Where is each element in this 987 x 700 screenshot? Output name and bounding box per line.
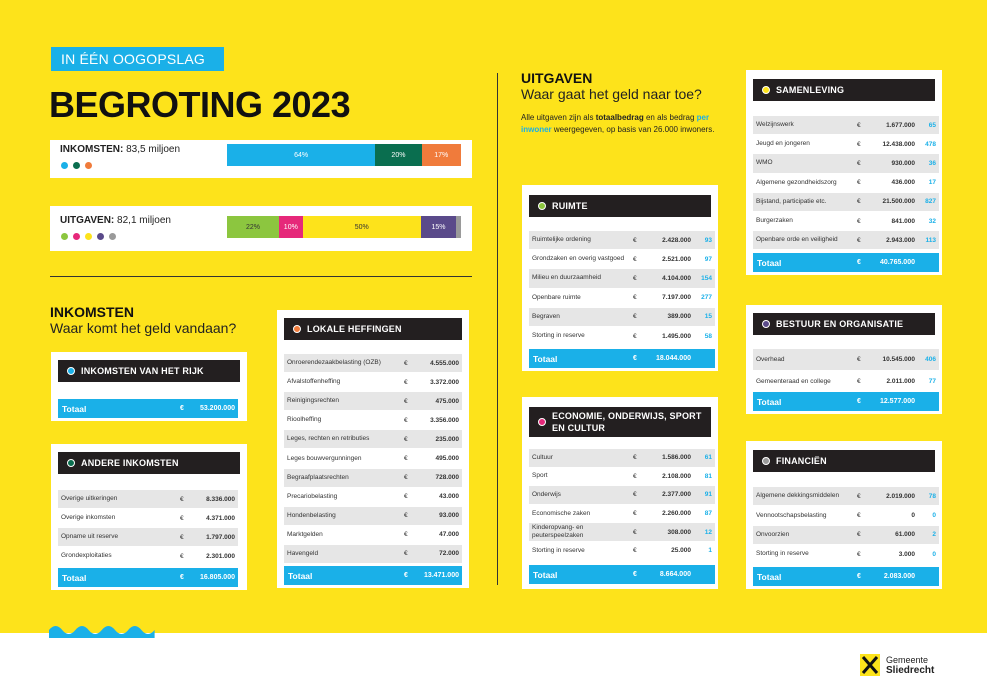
income-summary-label: INKOMSTEN: [60,144,124,155]
row-currency: € [857,236,861,244]
row-currency: € [857,531,861,539]
card-total [753,392,939,411]
card-total [58,568,238,587]
row-amount: 12.438.000 [882,140,915,148]
table-row [753,349,939,371]
row-name: Openbare orde en veiligheid [756,236,838,244]
expense-summary-label: UITGAVEN: [60,215,115,226]
card-total [753,253,939,272]
card-total [529,349,715,368]
card-header [529,407,711,437]
row-name: Marktgelden [287,530,323,538]
row-name: Gemeenteraad en college [756,377,831,385]
row-amount: 7.197.000 [662,294,691,302]
table-row [529,231,715,250]
table-row [58,490,238,509]
row-currency: € [857,550,861,558]
income-section-header [50,304,236,336]
row-amount: 2.428.000 [662,236,691,244]
row-name: Grondexploitaties [61,552,112,559]
card-header [753,450,935,472]
table-row [529,486,715,505]
row-amount: 93.000 [439,512,459,520]
total-label: Totaal [533,353,558,364]
total-label: Totaal [757,257,782,268]
row-per-inhabitant: 91 [704,491,712,499]
row-name: Jeugd en jongeren [756,140,810,148]
row-per-inhabitant: 0 [932,550,936,558]
row-amount: 235.000 [435,435,459,443]
row-amount: 475.000 [435,397,459,405]
row-name: Storting in reserve [532,332,585,340]
card-title: BESTUUR EN ORGANISATIE [776,319,904,329]
row-amount: 2.521.000 [662,255,691,263]
row-per-inhabitant: 61 [704,454,712,462]
card-rows [753,487,939,565]
expense-summary-amount: 82,1 miljoen [117,215,171,226]
table-row [58,547,238,566]
footer-band [0,633,987,700]
table-row [753,487,939,506]
row-amount: 2.260.000 [662,510,691,518]
row-amount: 8.336.000 [206,495,235,503]
row-name: Openbare ruimte [532,293,581,301]
card-rows [529,231,715,346]
row-per-inhabitant: 78 [928,492,936,500]
total-currency: € [857,573,861,580]
row-name: Havengeld [287,549,319,557]
income-subheading: Waar komt het geld vandaan? [50,320,237,336]
row-name: WMO [756,159,773,167]
row-amount: 43.000 [439,493,459,501]
row-currency: € [404,512,408,520]
row-amount: 4.104.000 [662,274,691,282]
total-currency: € [633,355,637,362]
table-row [529,269,715,288]
expense-bar-segment: 50% [303,216,421,238]
expense-bar-segment: 10% [279,216,303,238]
card-total [753,567,939,586]
total-label: Totaal [62,403,87,414]
row-name: Opname uit reserve [61,533,119,540]
table-row [753,526,939,545]
row-currency: € [404,474,408,482]
row-currency: € [180,552,184,560]
legend-dot-icon [97,233,104,240]
row-currency: € [633,510,637,518]
row-amount: 61.000 [895,531,915,539]
row-per-inhabitant: 0 [932,512,936,520]
legend-dot-icon [85,162,92,169]
expense-bar [227,216,461,238]
row-amount: 3.356.000 [430,416,459,424]
row-amount: 728.000 [435,474,459,482]
expense-legend-dots [61,233,116,240]
row-currency: € [404,435,408,443]
total-amount: 8.664.000 [659,571,691,578]
row-currency: € [404,397,408,405]
row-currency: € [404,531,408,539]
table-row [58,528,238,547]
card-header [284,318,462,340]
row-name: Grondzaken en overig vastgoed [532,255,625,263]
card-total [58,399,238,418]
row-name: Welzijnswerk [756,121,794,129]
category-dot-icon [538,418,546,426]
expense-bar-segment: 22% [227,216,279,238]
table-row [753,174,939,193]
total-currency: € [180,405,184,412]
row-currency: € [633,454,637,462]
category-dot-icon [67,459,75,467]
card-total [284,566,462,585]
row-per-inhabitant: 2 [932,531,936,539]
row-amount: 841.000 [891,217,915,225]
expense-bar-segment [456,216,461,238]
row-currency: € [633,491,637,499]
table-row [753,135,939,154]
row-name: Hondenbelasting [287,511,336,519]
total-label: Totaal [757,571,782,582]
row-per-inhabitant: 32 [928,217,936,225]
card-rows [58,490,238,566]
total-currency: € [404,572,408,579]
card-rows [753,349,939,393]
row-currency: € [857,121,861,129]
row-name: Ruimtelijke ordening [532,236,591,244]
card-title: ANDERE INKOMSTEN [81,458,179,468]
row-amount: 0 [911,512,915,520]
expense-section-header [521,70,702,102]
row-per-inhabitant: 36 [928,159,936,167]
card-title: INKOMSTEN VAN HET RIJK [81,366,204,376]
row-currency: € [404,550,408,558]
total-currency: € [857,259,861,266]
table-row [58,509,238,528]
table-row [284,430,462,449]
card-rijk [51,352,247,421]
card-header [58,360,240,382]
income-summary-amount: 83,5 miljoen [126,144,181,155]
row-name: Begraven [532,312,560,320]
row-per-inhabitant: 1 [708,547,712,555]
row-per-inhabitant: 406 [925,356,936,363]
row-per-inhabitant: 93 [704,236,712,244]
total-label: Totaal [757,396,782,407]
card-title: RUIMTE [552,201,588,211]
row-name: Reinigingsrechten [287,397,340,405]
row-per-inhabitant: 113 [925,236,936,244]
row-amount: 25.000 [671,547,691,555]
row-per-inhabitant: 77 [928,378,936,385]
sliedrecht-logo-icon [860,654,880,676]
legend-dot-icon [73,162,80,169]
row-currency: € [180,495,184,503]
row-amount: 3.000 [898,550,915,558]
row-per-inhabitant: 827 [925,198,936,206]
income-heading: INKOMSTEN [50,304,134,320]
row-amount: 72.000 [439,550,459,558]
card-rows [529,449,715,561]
row-currency: € [404,493,408,501]
income-bar-segment: 64% [227,144,375,166]
total-amount: 40.765.000 [879,259,915,266]
card-header [529,195,711,217]
row-name: Leges, rechten en retributies [287,435,370,443]
legend-dot-icon [61,162,68,169]
row-name: Kinderopvang- en peuterspeelzaken [532,524,584,540]
total-amount: 13.471.000 [423,572,459,579]
row-name: Onderwijs [532,490,561,498]
total-label: Totaal [533,569,558,580]
card-samenleving [746,70,942,275]
row-amount: 308.000 [667,528,691,536]
row-amount: 2.108.000 [662,472,691,480]
legend-dot-icon [85,233,92,240]
row-name: Onvoorzien [756,530,790,538]
row-currency: € [404,359,408,367]
table-row [284,526,462,545]
row-currency: € [633,313,637,321]
row-name: Storting in reserve [532,546,585,554]
row-name: Cultuur [532,453,553,461]
row-name: Overige uitkeringen [61,495,118,502]
row-amount: 2.943.000 [886,236,915,244]
card-header [753,313,935,335]
table-row [284,488,462,507]
page-title: BEGROTING 2023 [49,84,351,125]
table-row [284,545,462,564]
table-row [753,545,939,564]
income-summary [50,140,472,178]
income-bar-segment: 17% [422,144,461,166]
row-currency: € [857,356,861,363]
row-amount: 3.372.000 [430,378,459,386]
row-amount: 495.000 [435,455,459,463]
legend-dot-icon [61,233,68,240]
row-name: Sport [532,472,548,480]
card-total [529,565,715,584]
row-amount: 2.377.000 [662,491,691,499]
card-economie [522,397,718,589]
card-title: LOKALE HEFFINGEN [307,324,402,334]
card-header [753,79,935,101]
card-rows [284,354,462,564]
row-amount: 1.495.000 [662,332,691,340]
table-row [284,469,462,488]
row-currency: € [404,416,408,424]
income-legend-dots [61,162,92,169]
row-name: Algemene dekkingsmiddelen [756,492,840,500]
row-currency: € [857,140,861,148]
row-name: Algemene gezondheidszorg [756,178,837,186]
category-dot-icon [762,86,770,94]
row-per-inhabitant: 81 [704,472,712,480]
row-currency: € [633,294,637,302]
row-currency: € [633,332,637,340]
row-name: Milieu en duurzaamheid [532,274,602,282]
expense-heading: UITGAVEN [521,70,593,86]
card-title: FINANCIËN [776,456,827,466]
card-bestuur [746,305,942,414]
income-bar-segment: 20% [375,144,421,166]
total-amount: 53.200.000 [199,405,235,412]
row-per-inhabitant: 478 [925,140,936,148]
table-row [753,506,939,525]
row-name: Leges bouwvergunningen [287,454,362,462]
row-currency: € [633,472,637,480]
row-currency: € [633,528,637,536]
table-row [284,449,462,468]
row-name: Rioolheffing [287,416,322,424]
expense-intro: Alle uitgaven zijn als totaalbedrag en als bedrag per inwoner weergegeven, op basis van 26.000 inwoners. [521,113,715,134]
card-title: ECONOMIE, ONDERWIJS, SPORT EN CULTUR [552,411,702,433]
row-amount: 2.011.000 [886,378,915,385]
card-rows [753,116,939,250]
table-row [753,212,939,231]
row-currency: € [857,179,861,187]
table-row [529,468,715,487]
row-name: Afvalstoffenheffing [287,378,341,386]
table-row [529,289,715,308]
row-per-inhabitant: 277 [701,294,712,302]
logo-line2: Sliedrecht [886,664,935,676]
card-lokale [277,310,469,588]
row-name: Economische zaken [532,509,591,517]
card-andere [51,444,247,590]
row-currency: € [180,533,184,541]
row-amount: 436.000 [891,179,915,187]
table-row [753,193,939,212]
table-row [529,250,715,269]
row-amount: 47.000 [439,531,459,539]
row-amount: 21.500.000 [882,198,915,206]
table-row [753,154,939,173]
legend-dot-icon [73,233,80,240]
row-amount: 1.677.000 [886,121,915,129]
row-per-inhabitant: 154 [701,274,712,282]
table-row [284,507,462,526]
row-per-inhabitant: 17 [928,179,936,187]
row-name: Storting in reserve [756,550,809,558]
row-name: Onroerendezaakbelasting (OZB) [287,359,381,367]
row-currency: € [633,255,637,263]
wave-decoration-icon [49,620,155,638]
row-per-inhabitant: 12 [704,528,712,536]
row-currency: € [857,159,861,167]
table-row [753,116,939,135]
row-currency: € [633,236,637,244]
card-ruimte [522,185,718,371]
row-name: Begraafplaatsrechten [287,473,349,481]
row-name: Vennootschapsbelasting [756,511,827,519]
row-amount: 389.000 [667,313,691,321]
row-name: Bijstand, participatie etc. [756,197,827,205]
row-per-inhabitant: 15 [704,313,712,321]
total-amount: 2.083.000 [883,573,915,580]
row-name: Overige inkomsten [61,514,116,521]
row-per-inhabitant: 65 [928,121,936,129]
row-currency: € [633,547,637,555]
card-header [58,452,240,474]
row-currency: € [404,455,408,463]
row-name: Burgerzaken [756,217,793,225]
row-per-inhabitant: 97 [704,255,712,263]
row-currency: € [857,217,861,225]
row-per-inhabitant: 58 [704,332,712,340]
table-row [753,231,939,250]
table-row [284,354,462,373]
row-amount: 4.555.000 [430,359,459,367]
row-currency: € [404,378,408,386]
sliedrecht-logo [860,654,934,676]
card-title: SAMENLEVING [776,85,845,95]
category-dot-icon [538,202,546,210]
total-currency: € [857,398,861,405]
table-row [284,411,462,430]
category-dot-icon [762,457,770,465]
category-dot-icon [293,325,301,333]
horizontal-divider [50,276,472,277]
row-per-inhabitant: 87 [704,510,712,518]
table-row [529,523,715,542]
row-amount: 2.019.000 [886,492,915,500]
total-label: Totaal [288,570,313,581]
row-currency: € [857,378,861,385]
header-tag: IN ÉÉN OOGOPSLAG [51,47,224,71]
income-bar [227,144,461,166]
table-row [529,449,715,468]
vertical-divider [497,73,498,585]
row-name: Precariobelasting [287,492,338,500]
expense-subheading: Waar gaat het geld naar toe? [521,86,702,102]
row-amount: 1.586.000 [662,454,691,462]
table-row [284,392,462,411]
row-name: Overhead [756,355,785,363]
row-currency: € [633,274,637,282]
row-currency: € [857,492,861,500]
row-amount: 10.545.000 [882,356,915,363]
total-amount: 12.577.000 [879,398,915,405]
expense-summary [50,206,472,251]
total-currency: € [633,571,637,578]
category-dot-icon [67,367,75,375]
category-dot-icon [762,320,770,328]
logo-line1: Gemeente [886,654,929,665]
table-row [753,371,939,393]
total-label: Totaal [62,572,87,583]
table-row [529,327,715,346]
table-row [284,373,462,392]
table-row [529,308,715,327]
row-currency: € [857,198,861,206]
card-financien [746,441,942,589]
table-row [529,505,715,524]
expense-bar-segment: 15% [421,216,456,238]
row-amount: 4.371.000 [206,514,235,522]
total-amount: 16.805.000 [199,574,235,581]
row-currency: € [857,512,861,520]
total-amount: 18.044.000 [655,355,691,362]
total-currency: € [180,574,184,581]
row-amount: 2.301.000 [206,552,235,560]
row-amount: 930.000 [891,159,915,167]
legend-dot-icon [109,233,116,240]
row-amount: 1.797.000 [206,533,235,541]
table-row [529,542,715,561]
row-currency: € [180,514,184,522]
